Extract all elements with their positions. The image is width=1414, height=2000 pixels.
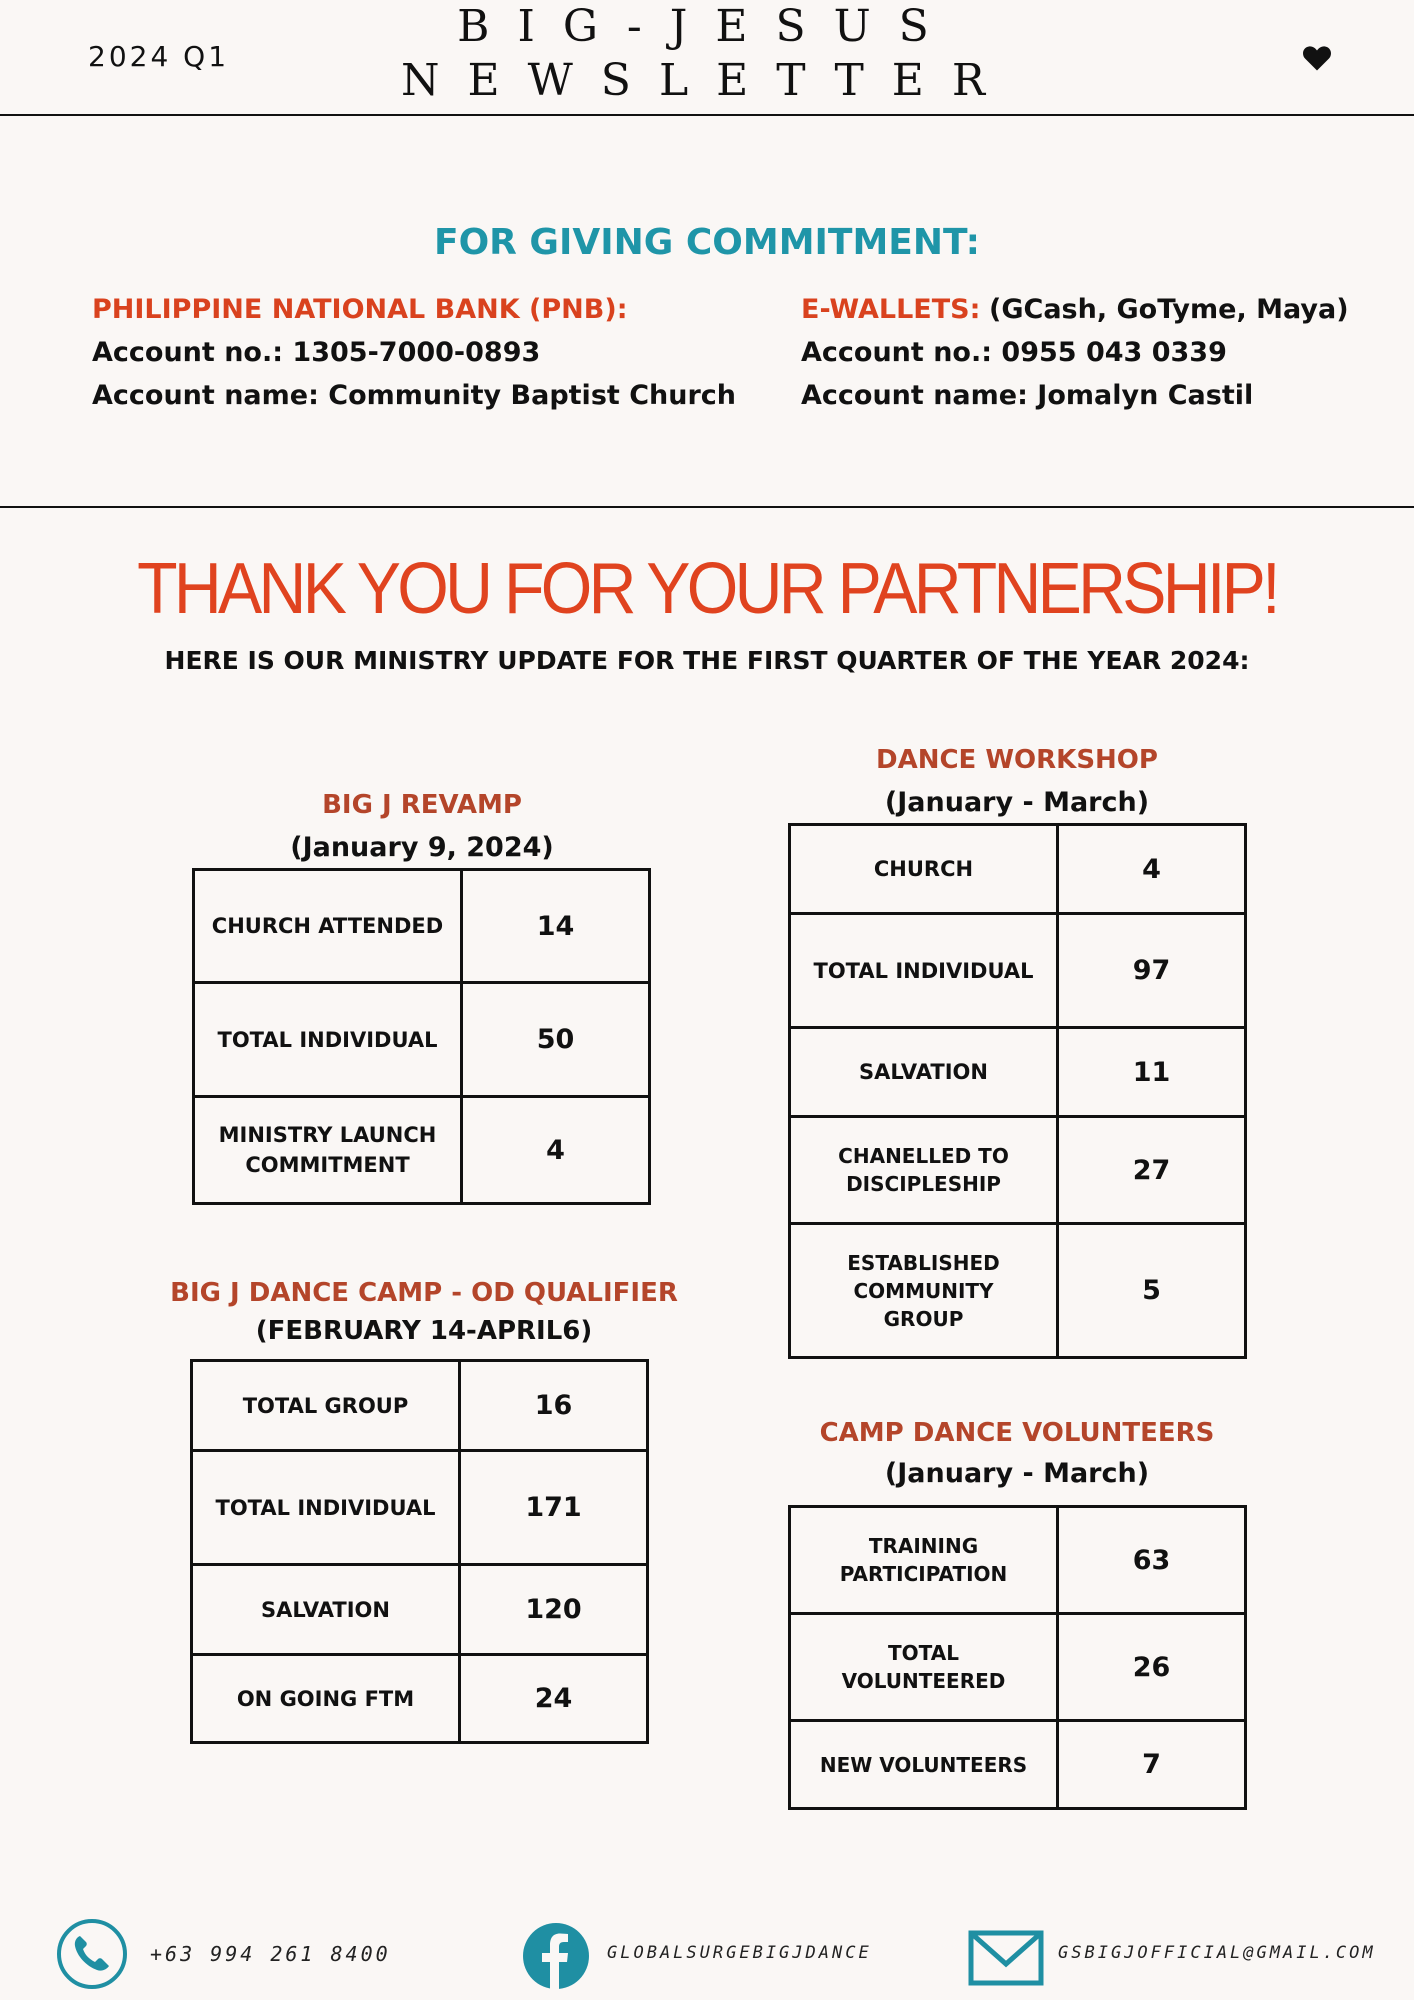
- row-value: 24: [460, 1655, 648, 1743]
- dancecamp-subtitle: (FEBRUARY 14-APRIL6): [255, 1316, 593, 1346]
- row-label: ON GOING FTM: [192, 1655, 460, 1743]
- row-label: ESTABLISHED COMMUNITY GROUP: [790, 1224, 1058, 1358]
- header-divider: [0, 114, 1414, 116]
- table-row: [790, 1117, 1246, 1224]
- row-value: 50: [462, 983, 650, 1097]
- row-value: 5: [1058, 1224, 1246, 1358]
- row-value: 97: [1058, 914, 1246, 1028]
- phone-number[interactable]: +63 994 261 8400: [150, 1942, 391, 1966]
- bank-account-name: Account name: Community Baptist Church: [92, 380, 736, 411]
- row-value: 27: [1058, 1117, 1246, 1224]
- ewallet-account-no: Account no.: 0955 043 0339: [801, 337, 1227, 368]
- table-row: [790, 825, 1246, 914]
- dancecamp-title: BIG J DANCE CAMP - OD QUALIFIER: [170, 1278, 678, 1308]
- ewallet-label: E-WALLETS:: [801, 294, 981, 325]
- row-value: 7: [1058, 1721, 1246, 1809]
- row-label: TOTAL INDIVIDUAL: [194, 983, 462, 1097]
- table-row: [790, 1224, 1246, 1358]
- row-label: TOTAL VOLUNTEERED: [790, 1614, 1058, 1721]
- table-row: [192, 1565, 648, 1655]
- thank-you-heading: THANK YOU FOR YOUR PARTNERSHIP!: [137, 549, 1277, 629]
- volunteers-table: [788, 1505, 1247, 1810]
- heart-icon: [1302, 44, 1332, 72]
- table-row: [790, 1614, 1246, 1721]
- email-address[interactable]: GSBIGJOFFICIAL@GMAIL.COM: [1058, 1943, 1376, 1963]
- newsletter-title-line1: BIG-JESUS: [457, 1, 957, 52]
- table-row: [790, 914, 1246, 1028]
- workshop-title: DANCE WORKSHOP: [876, 745, 1158, 775]
- ewallet-account-name: Account name: Jomalyn Castil: [801, 380, 1254, 411]
- volunteers-subtitle: (January - March): [884, 1458, 1150, 1489]
- table-row: [192, 1361, 648, 1451]
- dancecamp-table: [190, 1359, 649, 1744]
- row-value: 4: [462, 1097, 650, 1204]
- table-row: [194, 1097, 650, 1204]
- row-label: TOTAL GROUP: [192, 1361, 460, 1451]
- facebook-icon[interactable]: [522, 1922, 590, 1990]
- row-label: SALVATION: [192, 1565, 460, 1655]
- revamp-table: [192, 868, 651, 1205]
- table-row: [194, 870, 650, 983]
- quarter-label: 2024 Q1: [88, 40, 230, 73]
- phone-icon[interactable]: [56, 1918, 128, 1990]
- revamp-subtitle: (January 9, 2024): [290, 832, 554, 863]
- bank-label: PHILIPPINE NATIONAL BANK (PNB):: [92, 294, 628, 325]
- row-value: 16: [460, 1361, 648, 1451]
- row-value: 14: [462, 870, 650, 983]
- row-label: TOTAL INDIVIDUAL: [790, 914, 1058, 1028]
- ewallet-providers: (GCash, GoTyme, Maya): [989, 294, 1349, 325]
- table-row: [192, 1655, 648, 1743]
- row-label: NEW VOLUNTEERS: [790, 1721, 1058, 1809]
- table-row: [192, 1451, 648, 1565]
- table-row: [790, 1028, 1246, 1117]
- row-label: CHURCH ATTENDED: [194, 870, 462, 983]
- table-row: [790, 1721, 1246, 1809]
- facebook-handle[interactable]: GLOBALSURGEBIGJDANCE: [607, 1943, 872, 1963]
- ewallet-heading: [801, 294, 1349, 325]
- row-label: TRAINING PARTICIPATION: [790, 1507, 1058, 1614]
- row-value: 26: [1058, 1614, 1246, 1721]
- row-value: 11: [1058, 1028, 1246, 1117]
- volunteers-title: CAMP DANCE VOLUNTEERS: [819, 1418, 1215, 1448]
- row-value: 63: [1058, 1507, 1246, 1614]
- bank-account-no: Account no.: 1305-7000-0893: [92, 337, 541, 368]
- row-label: MINISTRY LAUNCH COMMITMENT: [194, 1097, 462, 1204]
- email-icon[interactable]: [968, 1930, 1044, 1986]
- ministry-update-text: HERE IS OUR MINISTRY UPDATE FOR THE FIRST QUARTER OF THE YEAR 2024:: [164, 646, 1250, 675]
- workshop-subtitle: (January - March): [884, 787, 1150, 818]
- row-value: 4: [1058, 825, 1246, 914]
- row-value: 120: [460, 1565, 648, 1655]
- newsletter-title-line2: NEWSLETTER: [400, 55, 1014, 106]
- workshop-table: [788, 823, 1247, 1359]
- table-row: [790, 1507, 1246, 1614]
- giving-divider: [0, 506, 1414, 508]
- row-label: CHURCH: [790, 825, 1058, 914]
- giving-heading: FOR GIVING COMMITMENT:: [433, 222, 980, 263]
- row-label: CHANELLED TO DISCIPLESHIP: [790, 1117, 1058, 1224]
- row-label: TOTAL INDIVIDUAL: [192, 1451, 460, 1565]
- row-value: 171: [460, 1451, 648, 1565]
- table-row: [194, 983, 650, 1097]
- revamp-title: BIG J REVAMP: [322, 790, 522, 820]
- row-label: SALVATION: [790, 1028, 1058, 1117]
